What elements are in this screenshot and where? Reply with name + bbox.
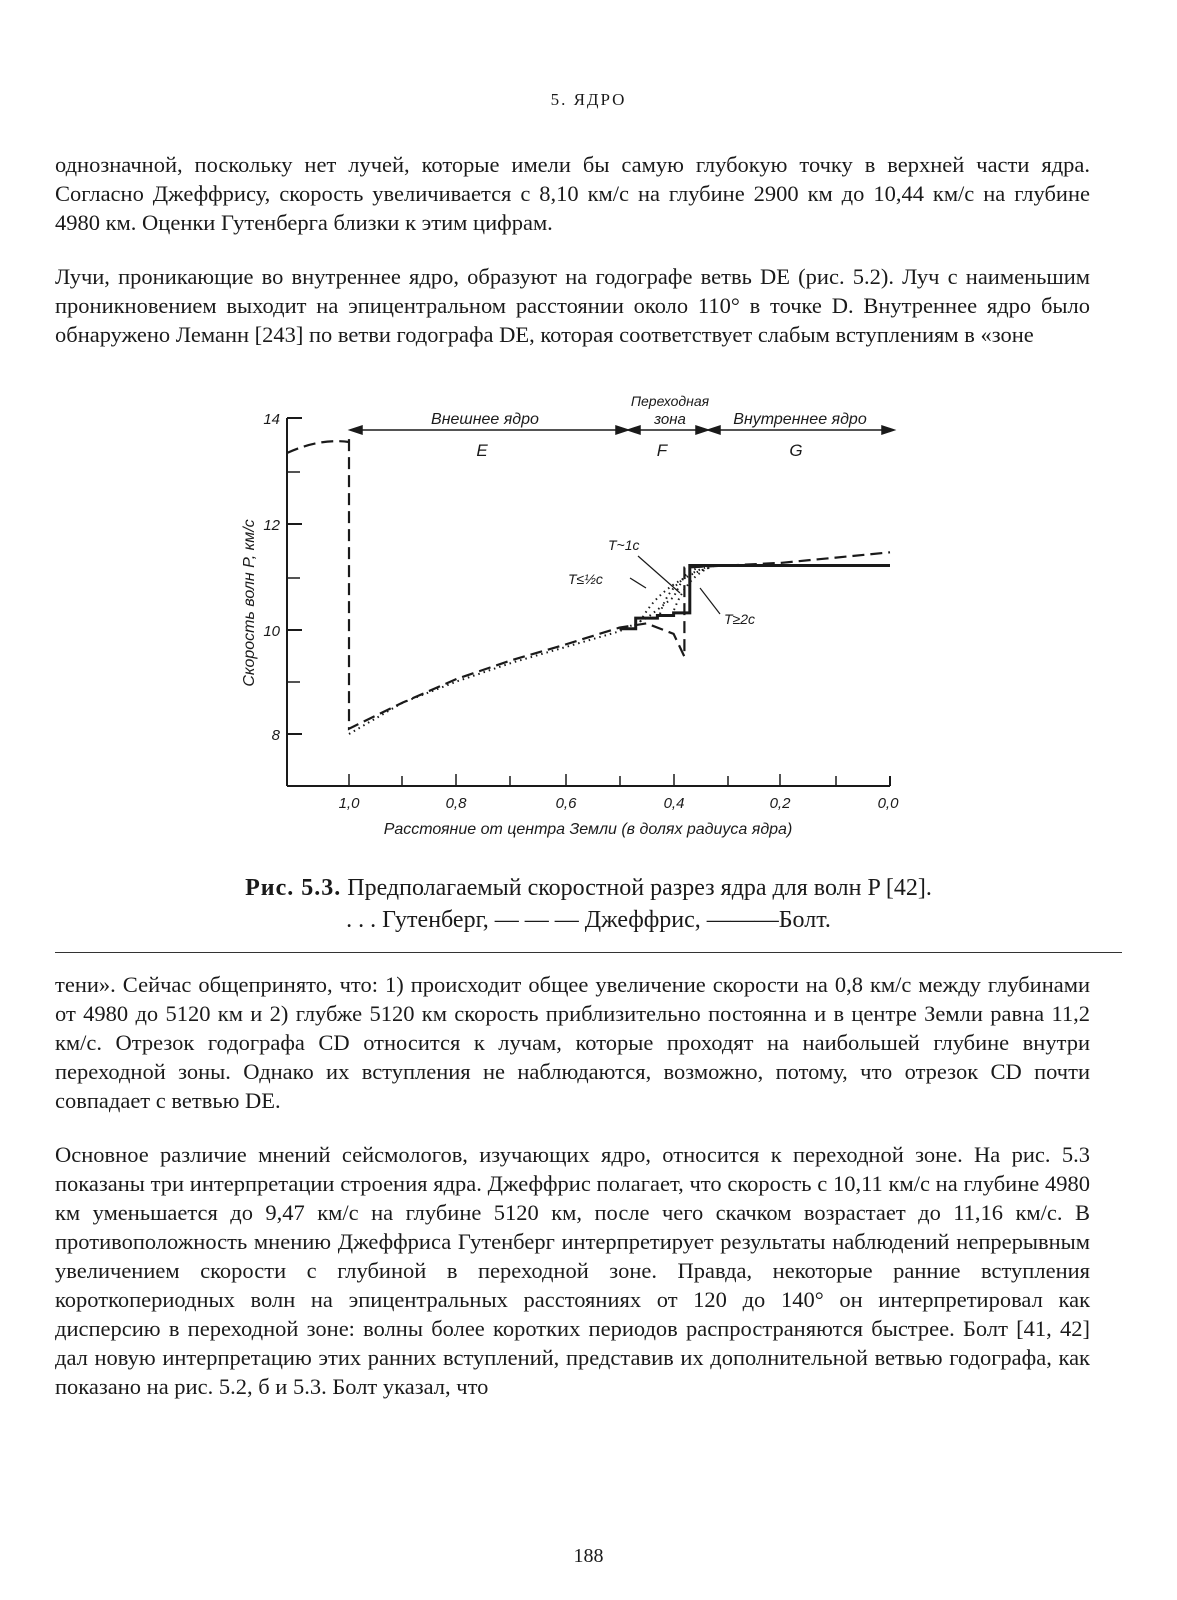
paragraph-4: Основное различие мнений сейсмологов, изучающих ядро, относится к переходной зоне. На рис. 5.3 показаны три интерпретации строения ядра. Джеффрис полагает, что скорость с 10,11 км/с на глубине 4980 км уменьшается до 9,47 км/с на глубине 5120 км, после чего скачком возрастает до 11,16 км/с. В противоположность мнению Джеффриса Гутенберг интерпретирует результаты наблюдений непрерывным увеличением скорости с глубиной в переходной зоне. Правда, некоторые ранние вступления короткопериодных волн на эпицентральных расстояниях от 120 до 140° он интерпретировал как дисперсию в переходной зоне: волны более коротких периодов распространяются быстрее. Болт [41, 42] дал новую интерпретацию этих ранних вступлений, представив их дополнительной ветвью годографа, как показано на рис. 5.2, б и 5.3. Болт указал, что xyxy=(55,1142,1090,1399)
annotation-t1: T~1c xyxy=(608,537,640,553)
figure-caption xyxy=(55,872,1122,936)
paragraph-2: Лучи, проникающие во внутреннее ядро, образуют на годографе ветвь DE (рис. 5.2). Луч с наименьшим проникновением выходит на эпицентральном расстоянии около 110° в точке D. Внутреннее ядро было обнаружено Леманн [243] по ветви годографа DE, которая соответствует слабым вступлениям в «зоне xyxy=(55,264,1090,347)
y-tick-label: 8 xyxy=(271,727,280,744)
x-tick-label: 0,8 xyxy=(445,795,467,812)
page-number: 188 xyxy=(573,1545,604,1567)
running-header: 5. ЯДРО xyxy=(550,90,627,109)
section-divider xyxy=(55,952,1122,953)
series-line-dashed xyxy=(349,439,890,729)
y-tick-label: 12 xyxy=(263,517,280,534)
paragraph-1: однозначной, поскольку нет лучей, которые имели бы самую глубокую точку в верхней части ядра. Согласно Джеффрису, скорость увеличивается с 8,10 км/с на глубине 2900 км до 10,44 км/с на глубине 4980 км. Оценки Гутенберга близки к этим цифрам. xyxy=(55,152,1090,235)
transition-zone-label-1: Переходная xyxy=(630,393,710,409)
caption-line-2: . . . Гутенберг, — — — Джеффрис, ———Болт. xyxy=(346,907,831,933)
x-tick-label: 0,6 xyxy=(555,795,577,812)
x-ticks xyxy=(349,774,836,786)
y-tick-label: 10 xyxy=(263,623,280,640)
inner-core-label: Внутреннее ядро xyxy=(733,411,867,428)
paragraph-3: тени». Сейчас общепринято, что: 1) происходит общее увеличение скорости на 0,8 км/с между глубинами от 4980 до 5120 км и 2) глубже 5120 км скорость приблизительно постоянна и в центре Земли равна 11,2 км/с. Отрезок годографа CD относится к лучам, которые проходят на наибольшей глубине внутри переходной зоны. Однако их вступления не наблюдаются, возможно, потому, что отрезок CD почти совпадает с ветвью DE. xyxy=(55,972,1090,1113)
series-line-dashed-upper xyxy=(287,441,349,453)
transition-zone-letter: F xyxy=(656,441,668,460)
series-line-dotted xyxy=(349,566,890,735)
caption-label: Рис. 5.3. xyxy=(245,875,342,901)
transition-zone-label-2: зона xyxy=(654,411,686,428)
x-tick-label: 0,2 xyxy=(769,795,791,812)
x-tick-label: 1,0 xyxy=(338,795,360,812)
inner-core-letter: G xyxy=(789,441,803,460)
y-ticks xyxy=(287,418,302,734)
x-tick-label: 0,4 xyxy=(663,795,685,812)
caption-line-1: Предполагаемый скоростной разрез ядра для волн P [42]. xyxy=(347,875,932,901)
y-tick-label: 14 xyxy=(263,411,280,428)
annotation-t2: T≥2c xyxy=(724,611,756,627)
outer-core-letter: E xyxy=(476,441,488,460)
outer-core-label: Внешнее ядро xyxy=(431,411,539,428)
velocity-chart xyxy=(230,388,920,848)
figure-5-3 xyxy=(230,388,920,848)
x-tick-label: 0,0 xyxy=(877,795,899,812)
annotation-t-half: T≤½c xyxy=(568,571,603,587)
y-axis-label: Скорость волн P, км/с xyxy=(241,519,258,687)
x-axis-label: Расстояние от центра Земли (в долях радиуса ядра) xyxy=(383,821,793,838)
